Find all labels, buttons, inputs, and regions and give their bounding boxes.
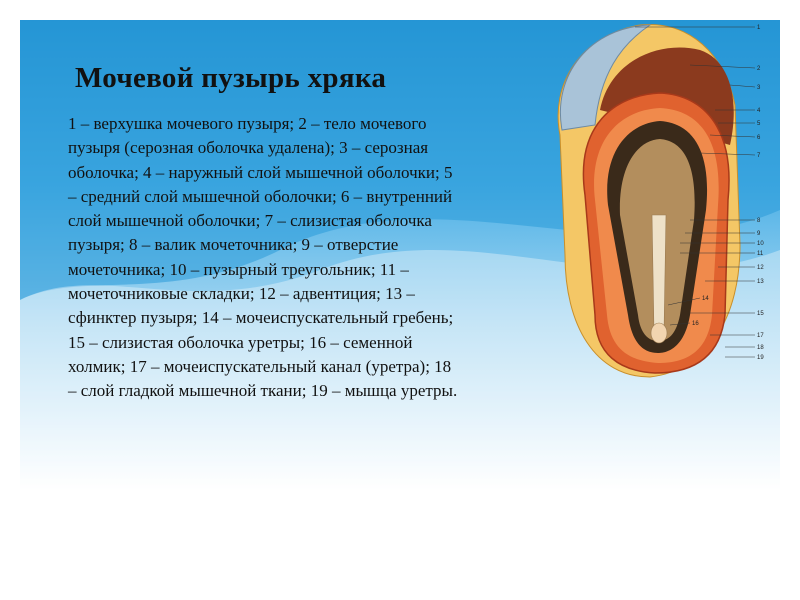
label-17: 17 — [757, 333, 764, 339]
label-6: 6 — [757, 135, 761, 141]
label-4: 4 — [757, 108, 761, 114]
label-14: 14 — [702, 296, 709, 302]
bladder-illustration — [540, 15, 780, 385]
label-11: 11 — [757, 251, 764, 257]
figure-caption: 1 – верхушка мочевого пузыря; 2 – тело мочевого пузыря (серозная оболочка удалена); 3 – серозная оболочка; 4 – наружный слой мышечной оболочки; 5 – средний слой мышечной оболочки; 6 – внутренний слой мышечной оболочки; 7 – слизистая оболочка пузыря; 8 – валик мочеточника; 9 – отверстие мочеточника; 10 – пузырный треугольник; 11 – мочеточниковые складки; 12 – адвентиция; 13 – сфинктер пузыря; 14 – мочеиспускательный гребень; 15 – слизистая оболочка уретры; 16 – семенной холмик; 17 – мочеиспускательный канал (уретра); 18 – слой гладкой мышечной ткани; 19 – мышца уретры. — [68, 114, 458, 401]
label-10: 10 — [757, 241, 764, 247]
label-19: 19 — [757, 355, 764, 361]
slide-title: Мочевой пузырь хряка — [75, 62, 387, 94]
label-8: 8 — [757, 218, 761, 224]
seminal-colliculus — [651, 323, 667, 343]
label-2: 2 — [757, 66, 761, 72]
label-18: 18 — [757, 345, 764, 351]
label-15: 15 — [757, 311, 764, 317]
label-12: 12 — [757, 265, 764, 271]
label-3: 3 — [757, 85, 761, 91]
label-7: 7 — [757, 153, 761, 159]
urethral-crest — [652, 215, 666, 333]
label-13: 13 — [757, 279, 764, 285]
label-1: 1 — [757, 25, 761, 31]
label-9: 9 — [757, 231, 761, 237]
label-5: 5 — [757, 121, 761, 127]
label-16: 16 — [692, 321, 699, 327]
